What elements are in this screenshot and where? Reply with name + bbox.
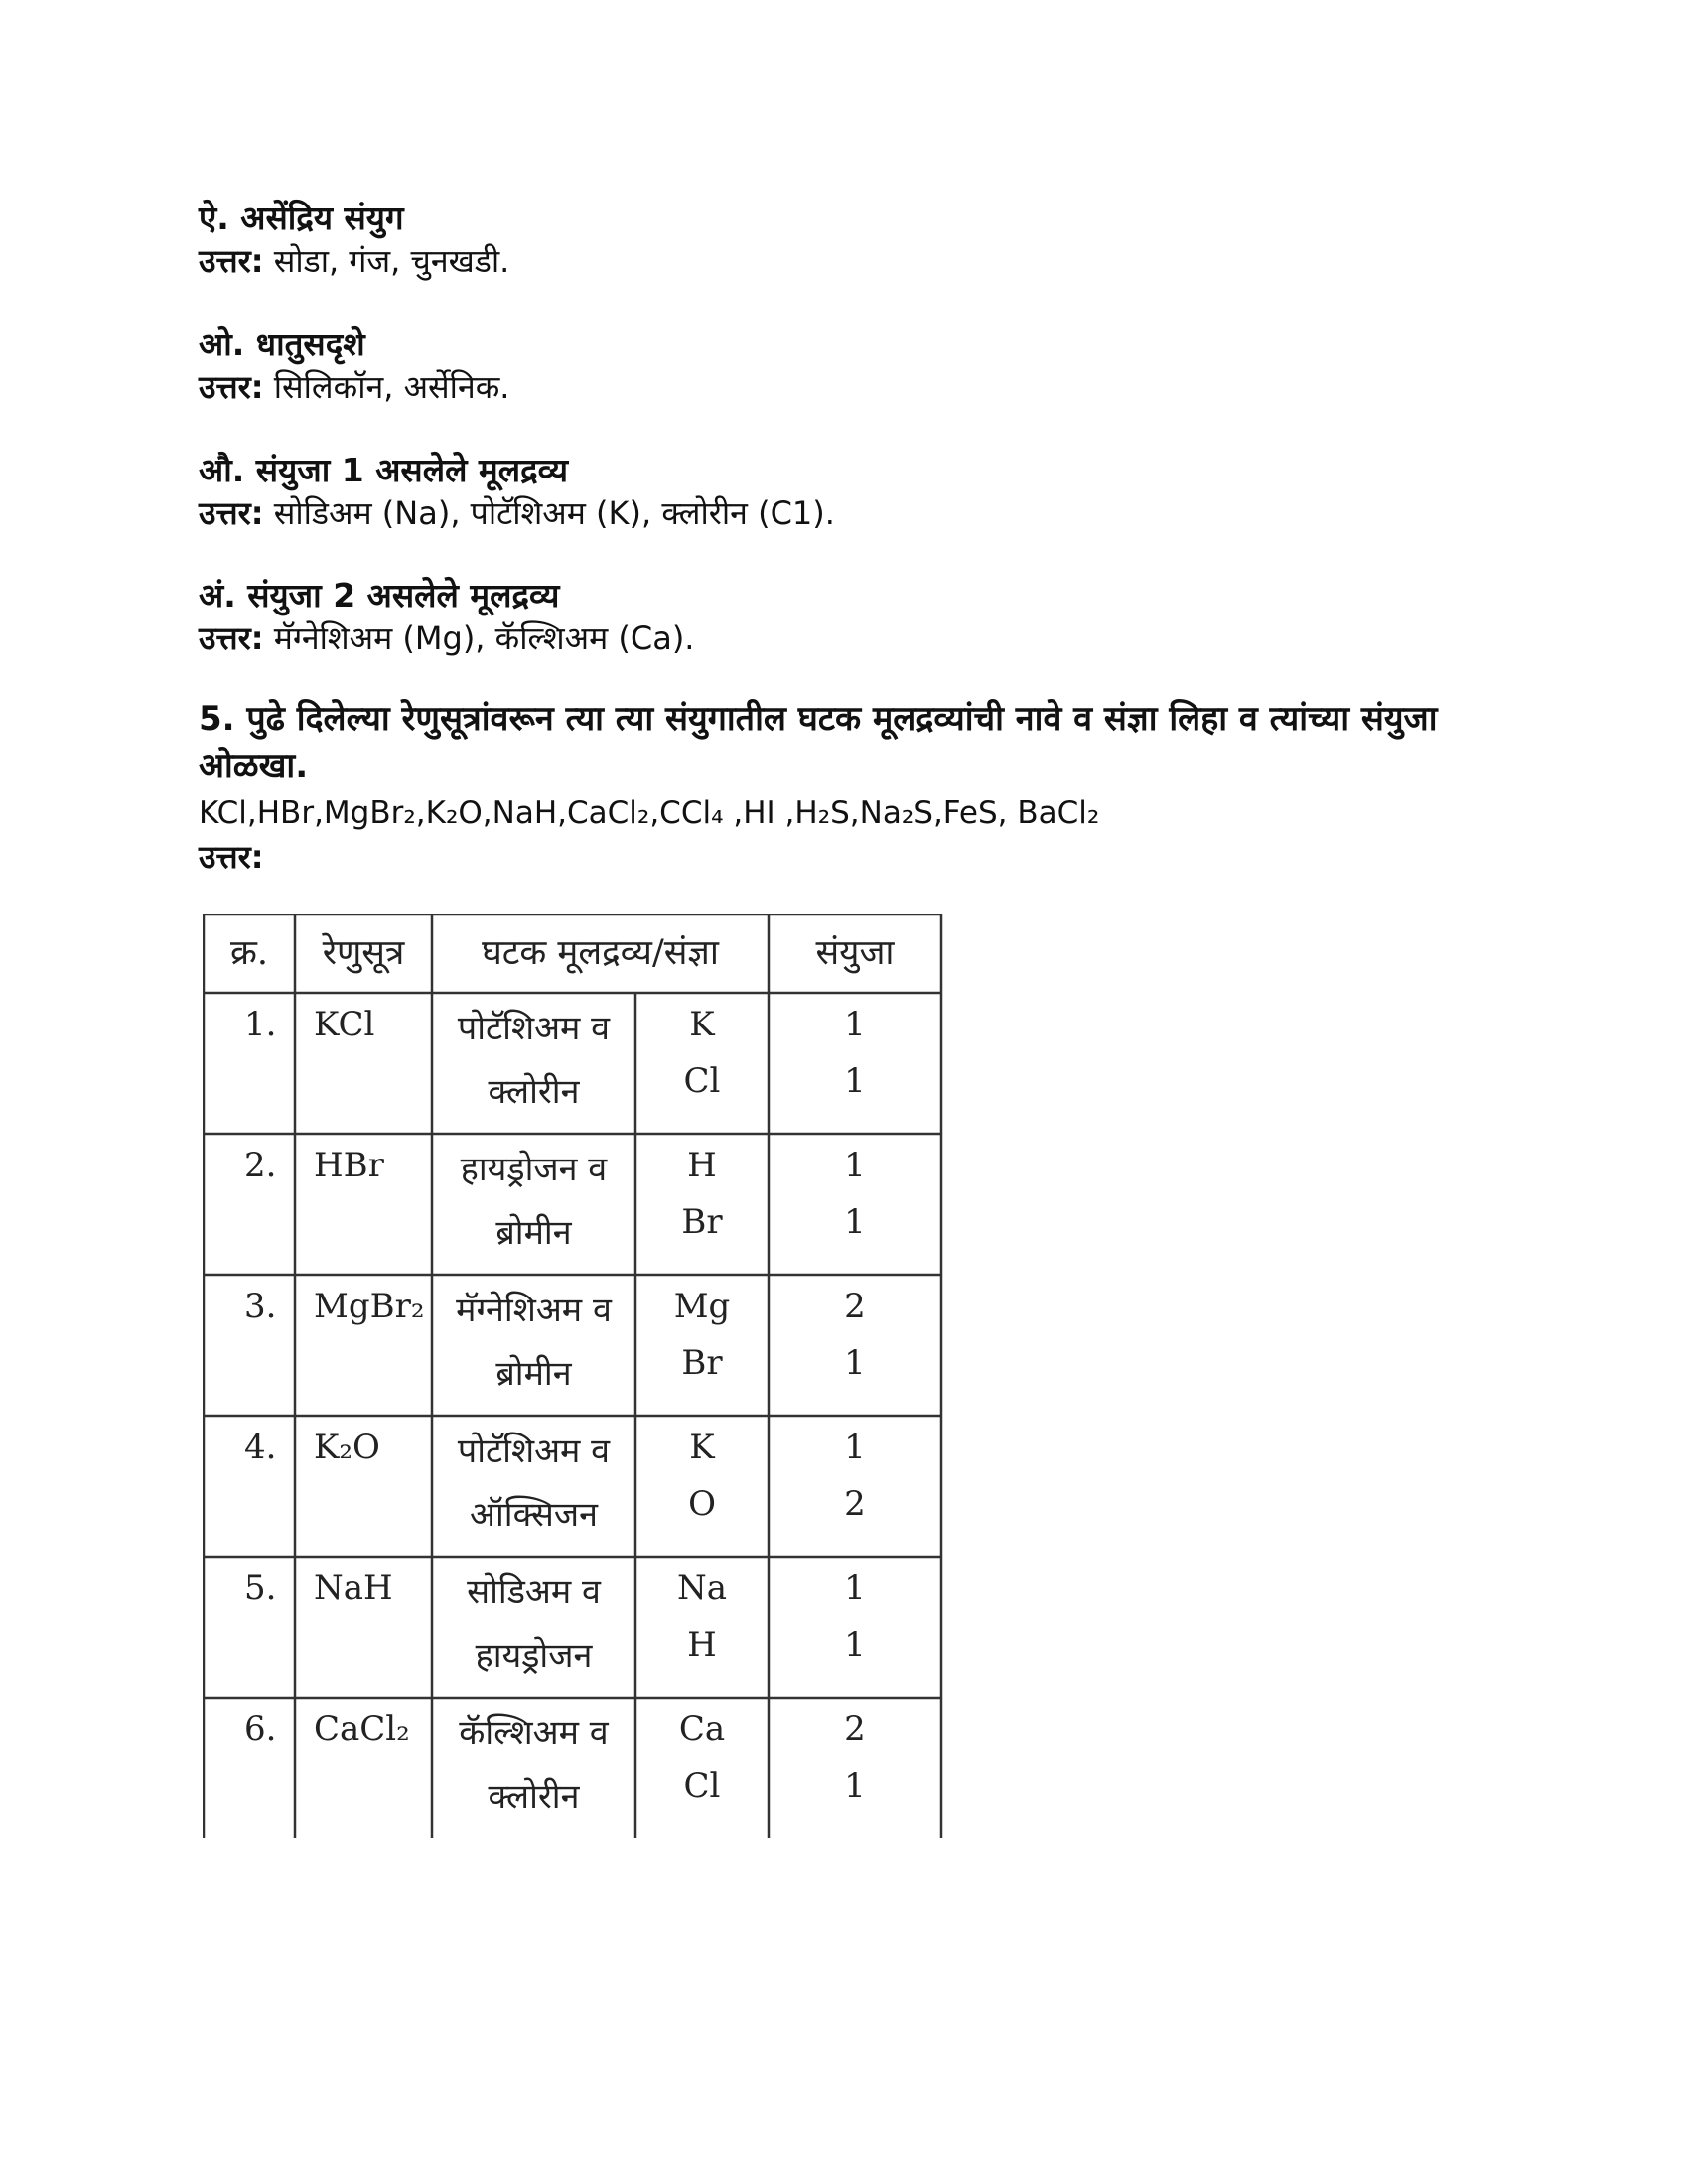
row-2-symbol-2: Br: [681, 1202, 723, 1242]
row-3-symbol-1: Mg: [673, 1287, 731, 1326]
question-5: 5. पुढे दिलेल्या रेणुसूत्रांवरून त्या त्या संयुगातील घटक मूलद्रव्यांची नावे व संज्ञा लिहा व त्यांच्या संयुजा ओळखा.: [199, 699, 1438, 786]
formula-list: KCl,HBr,MgBr₂,K₂O,NaH,CaCl₂,CCl₄ ,HI ,H₂S,Na₂S,FeS, BaCl₂: [199, 795, 1100, 831]
row-5-valency-2: 1: [844, 1625, 866, 1665]
header-valency: संयुजा: [815, 933, 895, 973]
row-5-symbol-2: H: [687, 1625, 717, 1665]
row-5-symbol-1: Na: [676, 1569, 728, 1608]
row-3-element-1: मॅग्नेशिअम व: [456, 1291, 612, 1330]
answer-label: उत्तर:: [199, 838, 264, 876]
row-3-valency-2: 1: [844, 1343, 866, 1383]
row-2-symbol-1: H: [687, 1146, 717, 1185]
item-answer: [199, 492, 835, 534]
row-1-valency-1: 1: [844, 1005, 866, 1044]
row-6-number: 6.: [244, 1709, 277, 1749]
item-heading: औ. संयुजा 1 असलेले मूलद्रव्य: [199, 451, 569, 489]
answer-label: उत्तर:: [199, 242, 264, 280]
row-5-element-1: सोडिअम व: [467, 1572, 601, 1612]
row-3-symbol-2: Br: [681, 1343, 723, 1383]
row-3-valency-1: 2: [844, 1287, 866, 1326]
item-heading: ऐ. असेंद्रिय संयुग: [199, 199, 404, 237]
row-5-number: 5.: [244, 1569, 277, 1608]
item-answer: [199, 240, 509, 282]
row-4-number: 4.: [244, 1428, 277, 1467]
row-6-symbol-1: Ca: [678, 1709, 726, 1749]
row-6-valency-2: 1: [844, 1766, 866, 1806]
row-5-element-2: हायड्रोजन: [475, 1636, 593, 1676]
answer-label: उत्तर:: [199, 619, 264, 657]
qa-item-metalloids: [199, 323, 509, 408]
item-answer: [199, 617, 694, 659]
item-heading: ओ. धातुसदृशे: [199, 325, 365, 363]
row-2-number: 2.: [244, 1146, 277, 1185]
row-1-symbol-1: K: [689, 1005, 715, 1044]
row-6-element-1: कॅल्शिअम व: [459, 1713, 609, 1753]
header-formula: रेणुसूत्र: [322, 933, 405, 973]
row-4-symbol-2: O: [688, 1484, 716, 1524]
answer-text: मॅग्नेशिअम (Mg), कॅल्शिअम (Ca).: [263, 619, 695, 657]
row-6-element-2: क्लोरीन: [488, 1777, 580, 1817]
item-heading: अं. संयुजा 2 असलेले मूलद्रव्य: [199, 576, 560, 614]
row-1-element-2: क्लोरीन: [488, 1072, 580, 1112]
row-2-element-1: हायड्रोजन व: [460, 1150, 608, 1189]
answer-text: सोडिअम (Na), पोटॅशिअम (K), क्लोरीन (C1).: [263, 494, 835, 532]
row-3-element-2: ब्रोमीन: [495, 1354, 572, 1394]
row-1-element-1: पोटॅशिअम व: [457, 1009, 611, 1048]
qa-item-valency-2: [199, 574, 694, 659]
answer-text: सोडा, गंज, चुनखडी.: [263, 242, 510, 280]
row-6-symbol-2: Cl: [683, 1766, 721, 1806]
qa-item-inorganic: [199, 197, 509, 282]
answer-label: उत्तर:: [199, 368, 264, 406]
qa-item-valency-1: [199, 449, 835, 534]
row-6-valency-1: 2: [844, 1709, 866, 1749]
answer-label: उत्तर:: [199, 494, 264, 532]
row-2-valency-2: 1: [844, 1202, 866, 1242]
row-1-valency-2: 1: [844, 1061, 866, 1101]
row-2-element-2: ब्रोमीन: [495, 1213, 572, 1253]
row-3-number: 3.: [244, 1287, 277, 1326]
header-elements: घटक मूलद्रव्य/संज्ञा: [482, 933, 719, 973]
row-4-valency-2: 2: [844, 1484, 866, 1524]
row-1-formula: KCl: [314, 1005, 375, 1044]
row-4-element-1: पोटॅशिअम व: [457, 1432, 611, 1471]
row-1-symbol-2: Cl: [683, 1061, 721, 1101]
row-4-valency-1: 1: [844, 1428, 866, 1467]
valency-table: [203, 914, 943, 1838]
row-5-valency-1: 1: [844, 1569, 866, 1608]
row-3-formula: MgBr₂: [314, 1287, 425, 1326]
row-6-formula: CaCl₂: [314, 1709, 410, 1749]
row-4-element-2: ऑक्सिजन: [470, 1495, 598, 1535]
row-5-formula: NaH: [314, 1569, 393, 1608]
header-serial: क्र.: [229, 933, 268, 973]
row-2-valency-1: 1: [844, 1146, 866, 1185]
row-2-formula: HBr: [314, 1146, 384, 1185]
row-4-formula: K₂O: [314, 1428, 380, 1467]
answer-text: सिलिकॉन, अर्सेनिक.: [263, 368, 510, 406]
item-answer: [199, 366, 509, 408]
row-1-number: 1.: [244, 1005, 277, 1044]
row-4-symbol-1: K: [689, 1428, 715, 1467]
